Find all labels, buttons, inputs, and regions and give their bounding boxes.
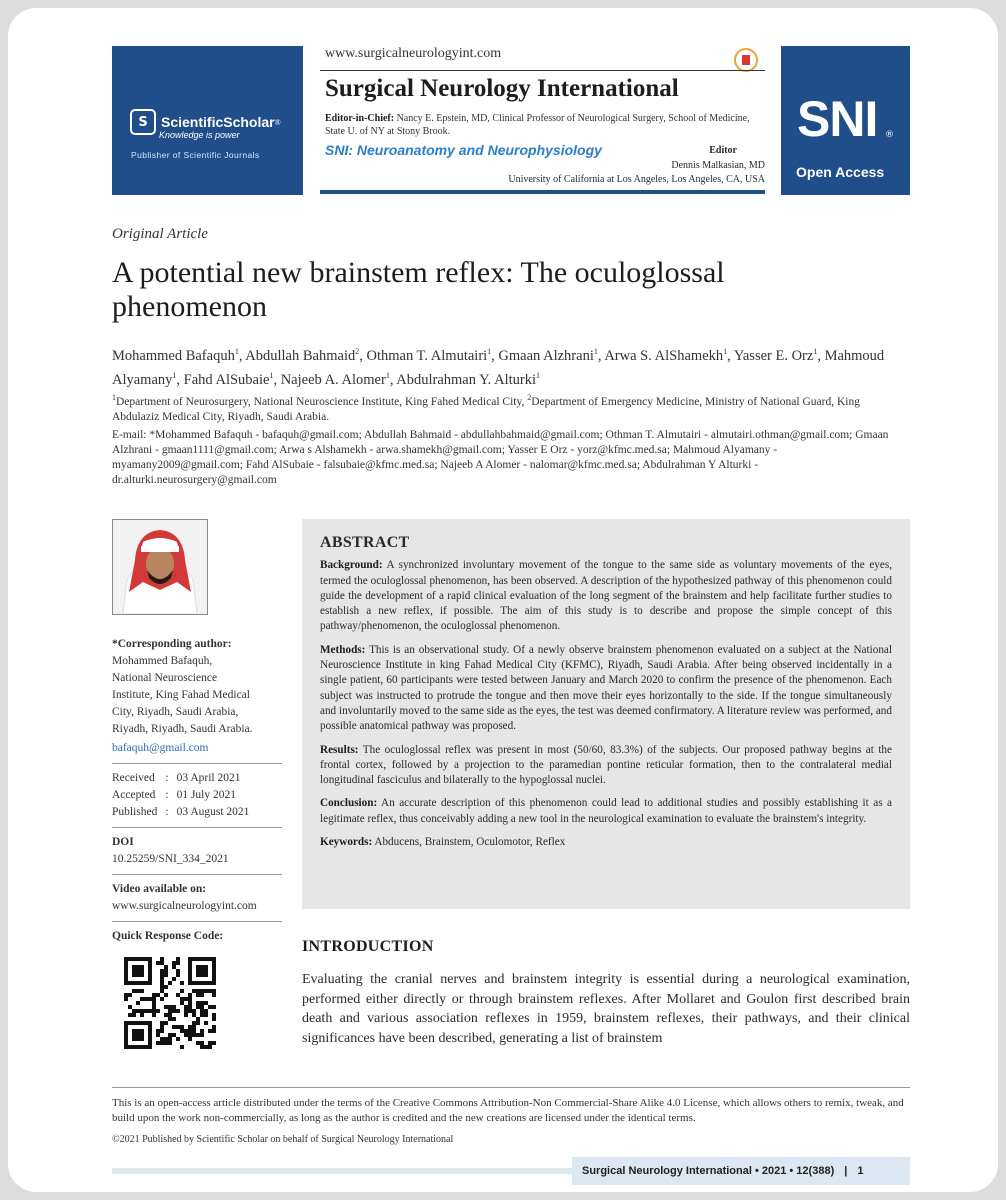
author-name: Abdullah Bahmaid$^2$ bbox=[245, 347, 360, 364]
bookmark-ribbon-icon bbox=[734, 48, 758, 72]
sidebar bbox=[112, 636, 282, 1055]
date-label: Published bbox=[112, 806, 158, 818]
qr-label: Quick Response Code: bbox=[112, 930, 224, 942]
license-text: This is an open-access article distributed under the terms of the Creative Commons Attribution-Non Commercial-Share Alike 4.0 License, which allows others to remix, tweak, and build upon the work non-commercially, as long as the author is credited and the new creations are licensed under the identical terms. bbox=[112, 1097, 904, 1124]
corresponding-address-4: City, Riyadh, Saudi Arabia, bbox=[112, 706, 239, 718]
date-value: 03 August 2021 bbox=[176, 806, 250, 818]
publisher-subtitle: Publisher of Scientific Journals bbox=[131, 150, 260, 160]
author-name: Mohammed Bafaquh$^1$ bbox=[112, 347, 239, 364]
author-name: Arwa S. AlShamekh$^1$ bbox=[604, 347, 728, 364]
corresponding-address-1: Mohammed Bafaquh, bbox=[112, 655, 213, 667]
author-list: Mohammed Bafaquh$^1$, Abdullah Bahmaid$^2$, Othman T. Almutairi$^1$, Gmaan Alzhrani$^1$, Arwa S. AlShamekh$^1$, Yasser E. Orz$^1$, Mahmoud Alyamany$^1$, Fahd AlSubaie$^1$, Najeeb A. Alomer$^1$, Abdulrahman Y. Alturki$^1$ bbox=[112, 347, 885, 388]
divider bbox=[112, 763, 282, 764]
author-name: Fahd AlSubaie$^1$ bbox=[183, 370, 274, 388]
author-emails: E-mail: *Mohammed Bafaquh - bafaquh@gmail.com; Abdullah Bahmaid - abdullahbahmaid@gmail.com; Othman T. Almutairi - almutairi.othman@gmail.com; Gmaan Alzhrani - gmaan1111@gmail.com; Arwa s Alshamekh - arwa.shamekh@gmail.com; Yasser E Orz - yorz@kfmc.med.sa; Mahmoud Alyamany - myamany2009@gmail.com; Fahd AlSubaie - falsubaie@kfmc.med.sa; Najeeb A Alomer - nalomar@kfmc.med.sa; Abdulrahman Y Alturki - dr.alturki.neurosurgery@gmail.com bbox=[112, 429, 889, 486]
doi-value[interactable]: 10.25259/SNI_334_2021 bbox=[112, 853, 229, 865]
abstract-heading: ABSTRACT bbox=[320, 534, 410, 551]
shield-icon: S bbox=[130, 109, 156, 135]
video-url[interactable]: www.surgicalneurologyint.com bbox=[112, 900, 257, 912]
divider bbox=[112, 827, 282, 828]
divider bbox=[112, 921, 282, 922]
corresponding-address-3: Institute, King Fahad Medical bbox=[112, 689, 250, 701]
doi-label: DOI bbox=[112, 836, 134, 848]
page-number: 1 bbox=[857, 1165, 864, 1177]
header-rule-top bbox=[320, 70, 765, 71]
registered-mark: ® bbox=[274, 117, 281, 127]
author-name: Othman T. Almutairi$^1$ bbox=[366, 347, 492, 364]
author-photo-image bbox=[113, 520, 207, 614]
article-type: Original Article bbox=[112, 226, 208, 242]
corresponding-author-label: *Corresponding author: bbox=[112, 638, 232, 650]
date-label: Received bbox=[112, 772, 155, 784]
abstract-background: Background: A synchronized involuntary movement of the tongue to the same side as voluntary movements of the eyes, termed the oculoglossal phenomenon, has been observed. A description of the hypothesized pathway of this phenomenon could guide the development of a rapid clinical evaluation of the long segment of the brainstem and help facilitate further studies to establish a new reflex, if possible. The aim of this study is to describe and propose the simple concept of this pathway/phenomenon, the oculoglossal phenomenon. bbox=[320, 559, 892, 633]
footer-bar bbox=[112, 1168, 572, 1174]
affiliations: $^1$Department of Neurosurgery, National Neuroscience Institute, King Fahed Medical City, $^2$Department of Emergency Medicine, Ministry of National Guard, King Abdulaziz Medical City, Riyadh, Saudi Arabia. bbox=[112, 393, 860, 423]
affiliation-1: Department of Neurosurgery, National Neuroscience Institute, King Fahed Medical City, bbox=[116, 395, 528, 408]
date-value: 03 April 2021 bbox=[176, 772, 241, 784]
abstract-keywords: Keywords: Abducens, Brainstem, Oculomotor, Reflex bbox=[320, 836, 566, 849]
date-label: Accepted bbox=[112, 789, 156, 801]
divider bbox=[112, 874, 282, 875]
date-row: Accepted : 01 July 2021 bbox=[112, 787, 249, 804]
registered-icon: ® bbox=[885, 130, 894, 140]
footer-citation-box bbox=[572, 1157, 910, 1185]
author-name: Abdulrahman Y. Alturki$^1$ bbox=[396, 370, 541, 388]
author-name: Gmaan Alzhrani$^1$ bbox=[498, 347, 598, 364]
article-page bbox=[8, 8, 998, 1192]
sni-logo: SNI bbox=[797, 91, 878, 147]
journal-url[interactable]: www.surgicalneurologyint.com bbox=[325, 46, 502, 61]
corresponding-address-2: National Neuroscience bbox=[112, 672, 218, 684]
introduction-heading: INTRODUCTION bbox=[302, 938, 434, 955]
editor-affiliation: University of California at Los Angeles, Los Angeles, CA, USA bbox=[508, 174, 765, 185]
date-row: Published : 03 August 2021 bbox=[112, 804, 249, 821]
author-name: Mahmoud Alyamany$^1$ bbox=[112, 347, 885, 388]
journal-title: Surgical Neurology International bbox=[325, 75, 679, 102]
editor-name: Dennis Malkasian, MD bbox=[671, 160, 765, 171]
date-value: 01 July 2021 bbox=[176, 789, 236, 801]
author-name: Yasser E. Orz$^1$ bbox=[733, 347, 818, 364]
author-photo bbox=[112, 519, 208, 615]
affiliation-2: Department of Emergency Medicine, Ministry of National Guard, King Abdulaziz Medical City, Riyadh, Saudi Arabia. bbox=[112, 395, 860, 423]
article-title: A potential new brainstem reflex: The oculoglossal phenomenon bbox=[112, 256, 725, 323]
open-access-label: Open Access bbox=[796, 164, 885, 180]
footer-citation: Surgical Neurology International • 2021 • 12(388) bbox=[582, 1165, 835, 1177]
abstract-box bbox=[302, 519, 910, 909]
journal-section: SNI: Neuroanatomy and Neurophysiology bbox=[325, 142, 602, 158]
editor-in-chief bbox=[325, 112, 755, 138]
publisher-name: ScientificScholar bbox=[161, 114, 275, 130]
eic-label: Editor-in-Chief: bbox=[325, 113, 395, 124]
date-row: Received : 03 April 2021 bbox=[112, 770, 249, 787]
editor-label: Editor bbox=[709, 145, 737, 156]
footer-separator: | bbox=[844, 1165, 848, 1177]
dates-table bbox=[112, 770, 249, 821]
publisher-logo-box bbox=[112, 46, 303, 195]
header-rule-bottom bbox=[320, 190, 765, 194]
abstract-methods: Methods: This is an observational study. Of a newly observe brainstem phenomenon evaluated on a subject at the National Neuroscience Institute in king Fahad Medical City (KFMC), Riyadh, Saudi Arabia. After being observed incidentally in a single patient, 60 participants were tested between January and March 2020 to confirm the presence of the phenomenon. Each subject was instructed to protrude the tongue and then move their eyes horizontally to the side. If the tongue simultaneously and involuntarily moved to the same side as the eyes, the test was deemed confirmatory. A literature review was performed, and possible anatomical pathway was proposed. bbox=[320, 643, 892, 733]
journal-header bbox=[320, 44, 765, 194]
sni-logo-box bbox=[781, 46, 910, 195]
corresponding-address-5: Riyadh, Riyadh, Saudi Arabia. bbox=[112, 723, 253, 735]
eic-text: Nancy E. Epstein, MD, Clinical Professor of Neurological Surgery, School of Medicine, State U. of NY at Stony Brook. bbox=[325, 113, 750, 137]
published-by: ©2021 Published by Scientific Scholar on behalf of Surgical Neurology International bbox=[112, 1134, 454, 1145]
corresponding-email-link[interactable]: bafaquh@gmail.com bbox=[112, 742, 209, 754]
abstract-results: Results: The oculoglossal reflex was present in most (50/60, 83.3%) of the subjects. Our proposed pathway begins at the frontal cortex, followed by a projection to the paramedian pontine reticular formation, then to the contralateral medial longitudinal fasciculus and bilaterally to the hypoglossal nuclei. bbox=[320, 743, 892, 787]
author-name: Najeeb A. Alomer$^1$ bbox=[280, 370, 390, 388]
video-label: Video available on: bbox=[112, 883, 207, 895]
introduction-text: Evaluating the cranial nerves and brainstem integrity is essential during a neurological examination, performed either directly or through brainstem reflexes. After Mollaret and Goulon first described brain death and various association reflexes in 1959, brainstem reflexes, their pathways, and their clinical significances have been described, generating a list of brainstem bbox=[302, 972, 910, 1046]
qr-code-icon[interactable] bbox=[112, 957, 282, 1055]
abstract-conclusion: Conclusion: An accurate description of this phenomenon could lead to additional studies and possibly establishing it as a legitimate reflex, thus conceivably adding a new tool in the neurological examination to evaluate the brainstem's integrity. bbox=[320, 797, 892, 825]
footer-rule bbox=[112, 1087, 910, 1088]
publisher-tagline: Knowledge is power bbox=[159, 130, 240, 140]
